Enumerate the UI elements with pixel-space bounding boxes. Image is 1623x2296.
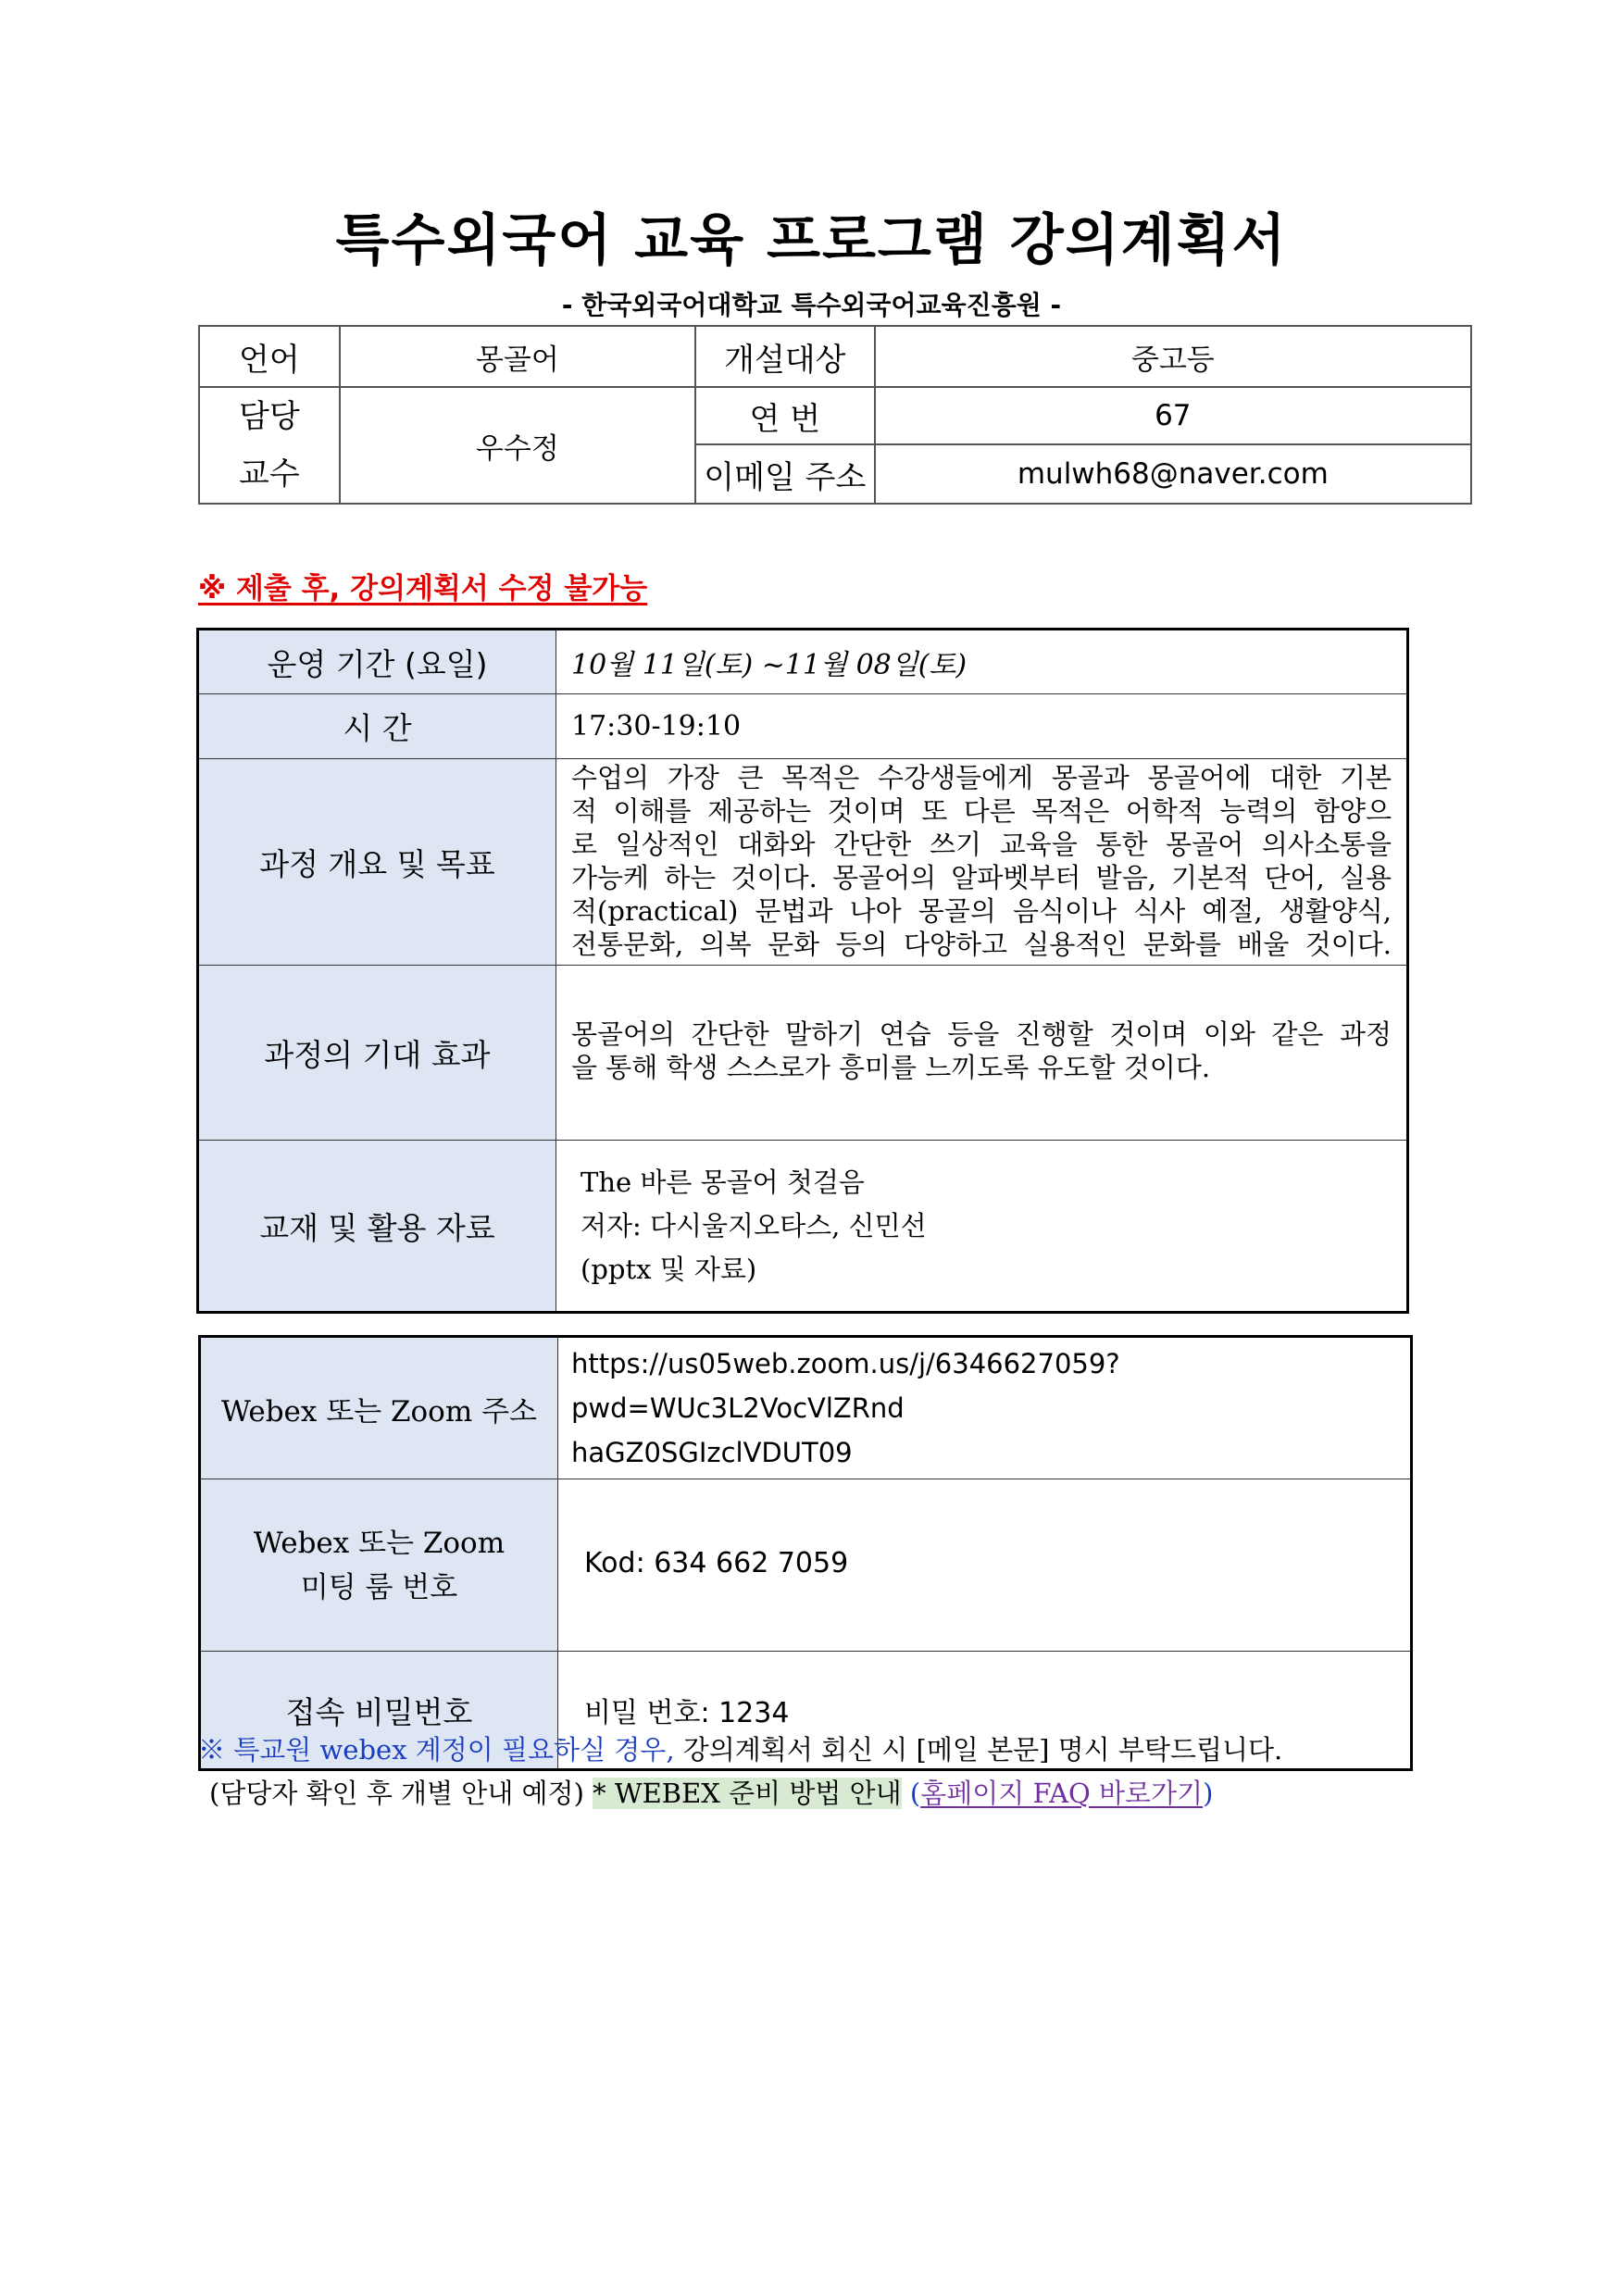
meeting-address-label: Webex 또는 Zoom 주소 [200,1337,558,1479]
materials-line: 저자: 다시울지오타스, 신민선 [581,1209,927,1242]
overview-line: 적(practical) 문법과 나아 몽골의 음식이나 식사 예절, 생활양식, [571,895,1392,927]
password-value: 비밀 번호: 1234 [558,1652,1412,1770]
serial-label: 연 번 [695,387,875,444]
language-value: 몽골어 [340,326,695,387]
language-label: 언어 [199,326,340,387]
webex-account-note [198,1729,1282,1767]
document-subtitle: - 한국외국어대학교 특수외국어교육진흥원 - [561,290,1062,320]
webex-account-note-highlight: ※ 특교원 webex 계정이 필요하실 경우, [198,1734,675,1766]
password-label: 접속 비밀번호 [200,1652,558,1770]
time-label: 시 간 [198,694,556,759]
meeting-url-line[interactable]: https://us05web.zoom.us/j/6346627059?pwd=WUc3L2VocVlZRnd [571,1348,1120,1424]
serial-value: 67 [875,387,1471,444]
course-info-table [198,325,1472,505]
document-title: 특수외국어 교육 프로그램 강의계획서 [335,208,1288,273]
time-value: 17:30-19:10 [556,694,1408,759]
edit-warning: ※ 제출 후, 강의계획서 수정 불가능 [198,572,648,605]
materials-label: 교재 및 활용 자료 [198,1141,556,1313]
meeting-room-label [200,1479,558,1652]
materials-value [556,1141,1408,1313]
overview-line: 적 이해를 제공하는 것이며 또 다른 목적은 어학적 능력의 함양으 [571,795,1392,827]
faq-paren-open: ( [901,1778,921,1809]
webex-guide-note [209,1773,1213,1811]
faq-paren-close: ) [1203,1778,1214,1809]
professor-label [199,387,340,504]
overview-line: 전통문화, 의복 문화 등의 다양하고 실용적인 문화를 배울 것이다. [571,929,1392,960]
meeting-room-label-line1: Webex 또는 Zoom [253,1526,506,1560]
materials-line: The 바른 몽골어 첫걸음 [581,1166,865,1198]
meeting-address-value[interactable] [558,1337,1412,1479]
online-meeting-table [198,1335,1413,1771]
target-label: 개설대상 [695,326,875,387]
target-value: 중고등 [875,326,1471,387]
meeting-room-label-line2: 미팅 룸 번호 [300,1570,458,1604]
overview-label: 과정 개요 및 목표 [198,759,556,966]
overview-line: 가능케 하는 것이다. 몽골어의 알파벳부터 발음, 기본적 단어, 실용 [571,862,1392,893]
webex-guide-note-text: (담당자 확인 후 개별 안내 예정) [209,1778,593,1809]
effect-value [556,966,1408,1141]
faq-link[interactable]: 홈페이지 FAQ 바로가기 [920,1778,1204,1809]
effect-line: 몽골어의 간단한 말하기 연습 등을 진행할 것이며 이와 같은 과정 [571,1018,1392,1050]
webex-account-note-text: 강의계획서 회신 시 [메일 본문] 명시 부탁드립니다. [674,1734,1283,1766]
meeting-url-line[interactable]: haGZ0SGIzclVDUT09 [571,1437,853,1468]
email-value[interactable]: mulwh68@naver.com [875,444,1471,504]
professor-value: 우수정 [340,387,695,504]
effect-label: 과정의 기대 효과 [198,966,556,1141]
course-plan-table [196,628,1409,1314]
professor-label-line2: 교수 [239,455,300,493]
period-value: 10월 11일(토) ~11월 08일(토) [556,630,1408,694]
meeting-room-value: Kod: 634 662 7059 [558,1479,1412,1652]
email-label: 이메일 주소 [695,444,875,504]
professor-label-line1: 담당 [239,398,300,435]
materials-line: (pptx 및 자료) [581,1253,757,1285]
period-label: 운영 기간 (요일) [198,630,556,694]
overview-line: 로 일상적인 대화와 간단한 쓰기 교육을 통한 몽골어 의사소통을 [571,829,1392,860]
overview-line: 수업의 가장 큰 목적은 수강생들에게 몽골과 몽골어에 대한 기본 [571,762,1392,793]
overview-value [556,759,1408,966]
webex-guide-highlight: * WEBEX 준비 방법 안내 [593,1778,902,1809]
effect-line: 을 통해 학생 스스로가 흥미를 느끼도록 유도할 것이다. [571,1052,1211,1083]
